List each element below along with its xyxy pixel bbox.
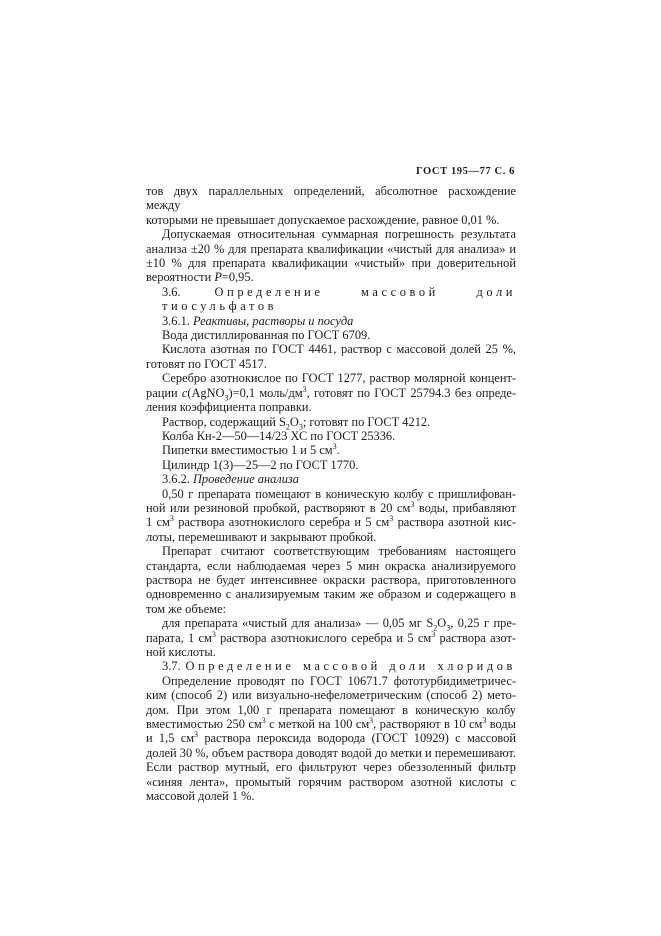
equipment-flask: Колба Кн-2—50—14/23 ХС по ГОСТ 25336.	[162, 428, 396, 443]
document-body	[146, 184, 516, 803]
paragraph-pure-grade: для препарата «чистый для анализа» — 0,05 мг $S_2O_3$, 0,25 г пре- парата, 1 $см^3$ раствора азотнокислого серебра и 5 $см^3$ раствора азот- ной кислоты.	[146, 616, 517, 659]
reagent-silver: Серебро азотнокислое по ГОСТ 1277, раствор молярной концент- рации c(AgNO$_3$)=0,1 моль/$дм^3$, готовят по ГОСТ 25794.3 без опреде- ления коэффициента поправки.	[146, 371, 517, 415]
section-3-6-2-heading: 3.6.2. Проведение анализа	[162, 472, 299, 487]
reagent-water: Вода дистиллированная по ГОСТ 6709.	[162, 328, 371, 343]
section-3-6-1-heading: 3.6.1. Реактивы, растворы и посуда	[162, 313, 354, 328]
paragraph-discrepancy: тов двух параллельных определений, абсолютное расхождение между которыми не превышает допускаемое расхождение, равное 0,01 %.	[146, 184, 516, 227]
equipment-cylinder: Цилиндр 1(3)—25—2 по ГОСТ 1770.	[162, 457, 359, 472]
paragraph-procedure: 0,50 г препарата помещают в коническую колбу с пришлифован- ной или резиновой пробкой, растворяют в 20 $см^3$ воды, прибавляют 1 $см^3$ раствора азотнокислого серебра и 5 $см^3$ раствора азотной кис- лоты, перемешивают и закрывают пробкой.	[146, 486, 516, 544]
reagent-thiosulfate: Раствор, содержащий $S_2O_3$; готовят по ГОСТ 4212.	[162, 414, 431, 431]
paragraph-error: Допускаемая относительная суммарная погрешность результата анализа ±20 % для препарата квалификации «чистый для анализа» и ±10 % для препарата квалификации «чистый» при доверительной вероятности P=0,95.	[146, 227, 516, 285]
page-header: ГОСТ 195—77 С. 6	[416, 166, 515, 177]
paragraph-chlorides: Определение проводят по ГОСТ 10671.7 фототурбидиметричес- ким (способ 2) или визуально-нефелометрическим (способ 2) мето- дом. При этом 1,00 г препарата помещают в коническую колбу вместимостью 250 $см^3$ с меткой на 100 $см^3$, растворяют в 10 $см^3$ воды и 1,5 $см^3$ раствора пероксида водорода (ГОСТ 10929) с массовой долей 30 %, объем раствора доводят водой до метки и перемешивают. Если раствор мутный, его фильтруют через обеззоленный фильтр «синяя лента», промытый горячим раствором азотной кислоты с массовой долей 1 %.	[146, 673, 516, 804]
reagent-acid: Кислота азотная по ГОСТ 4461, раствор с массовой долей 25 %, готовят по ГОСТ 4517.	[146, 342, 516, 371]
section-3-6-heading: 3.6. Определение массовой доли тиосульфатов	[162, 284, 517, 314]
paragraph-conditions: Препарат считают соответствующим требованиям настоящего стандарта, если наблюдаемая через 5 мин окраска анализируемого раствора не будет интенсивнее окраски раствора, приготовленного одновременно с анализируемым таким же образом и содержащего в том же объеме:	[146, 544, 516, 616]
section-3-7-heading: 3.7. Определение массовой доли хлоридов	[162, 659, 516, 674]
equipment-pipettes: Пипетки вместимостью 1 и 5 $см^3$.	[162, 442, 340, 458]
